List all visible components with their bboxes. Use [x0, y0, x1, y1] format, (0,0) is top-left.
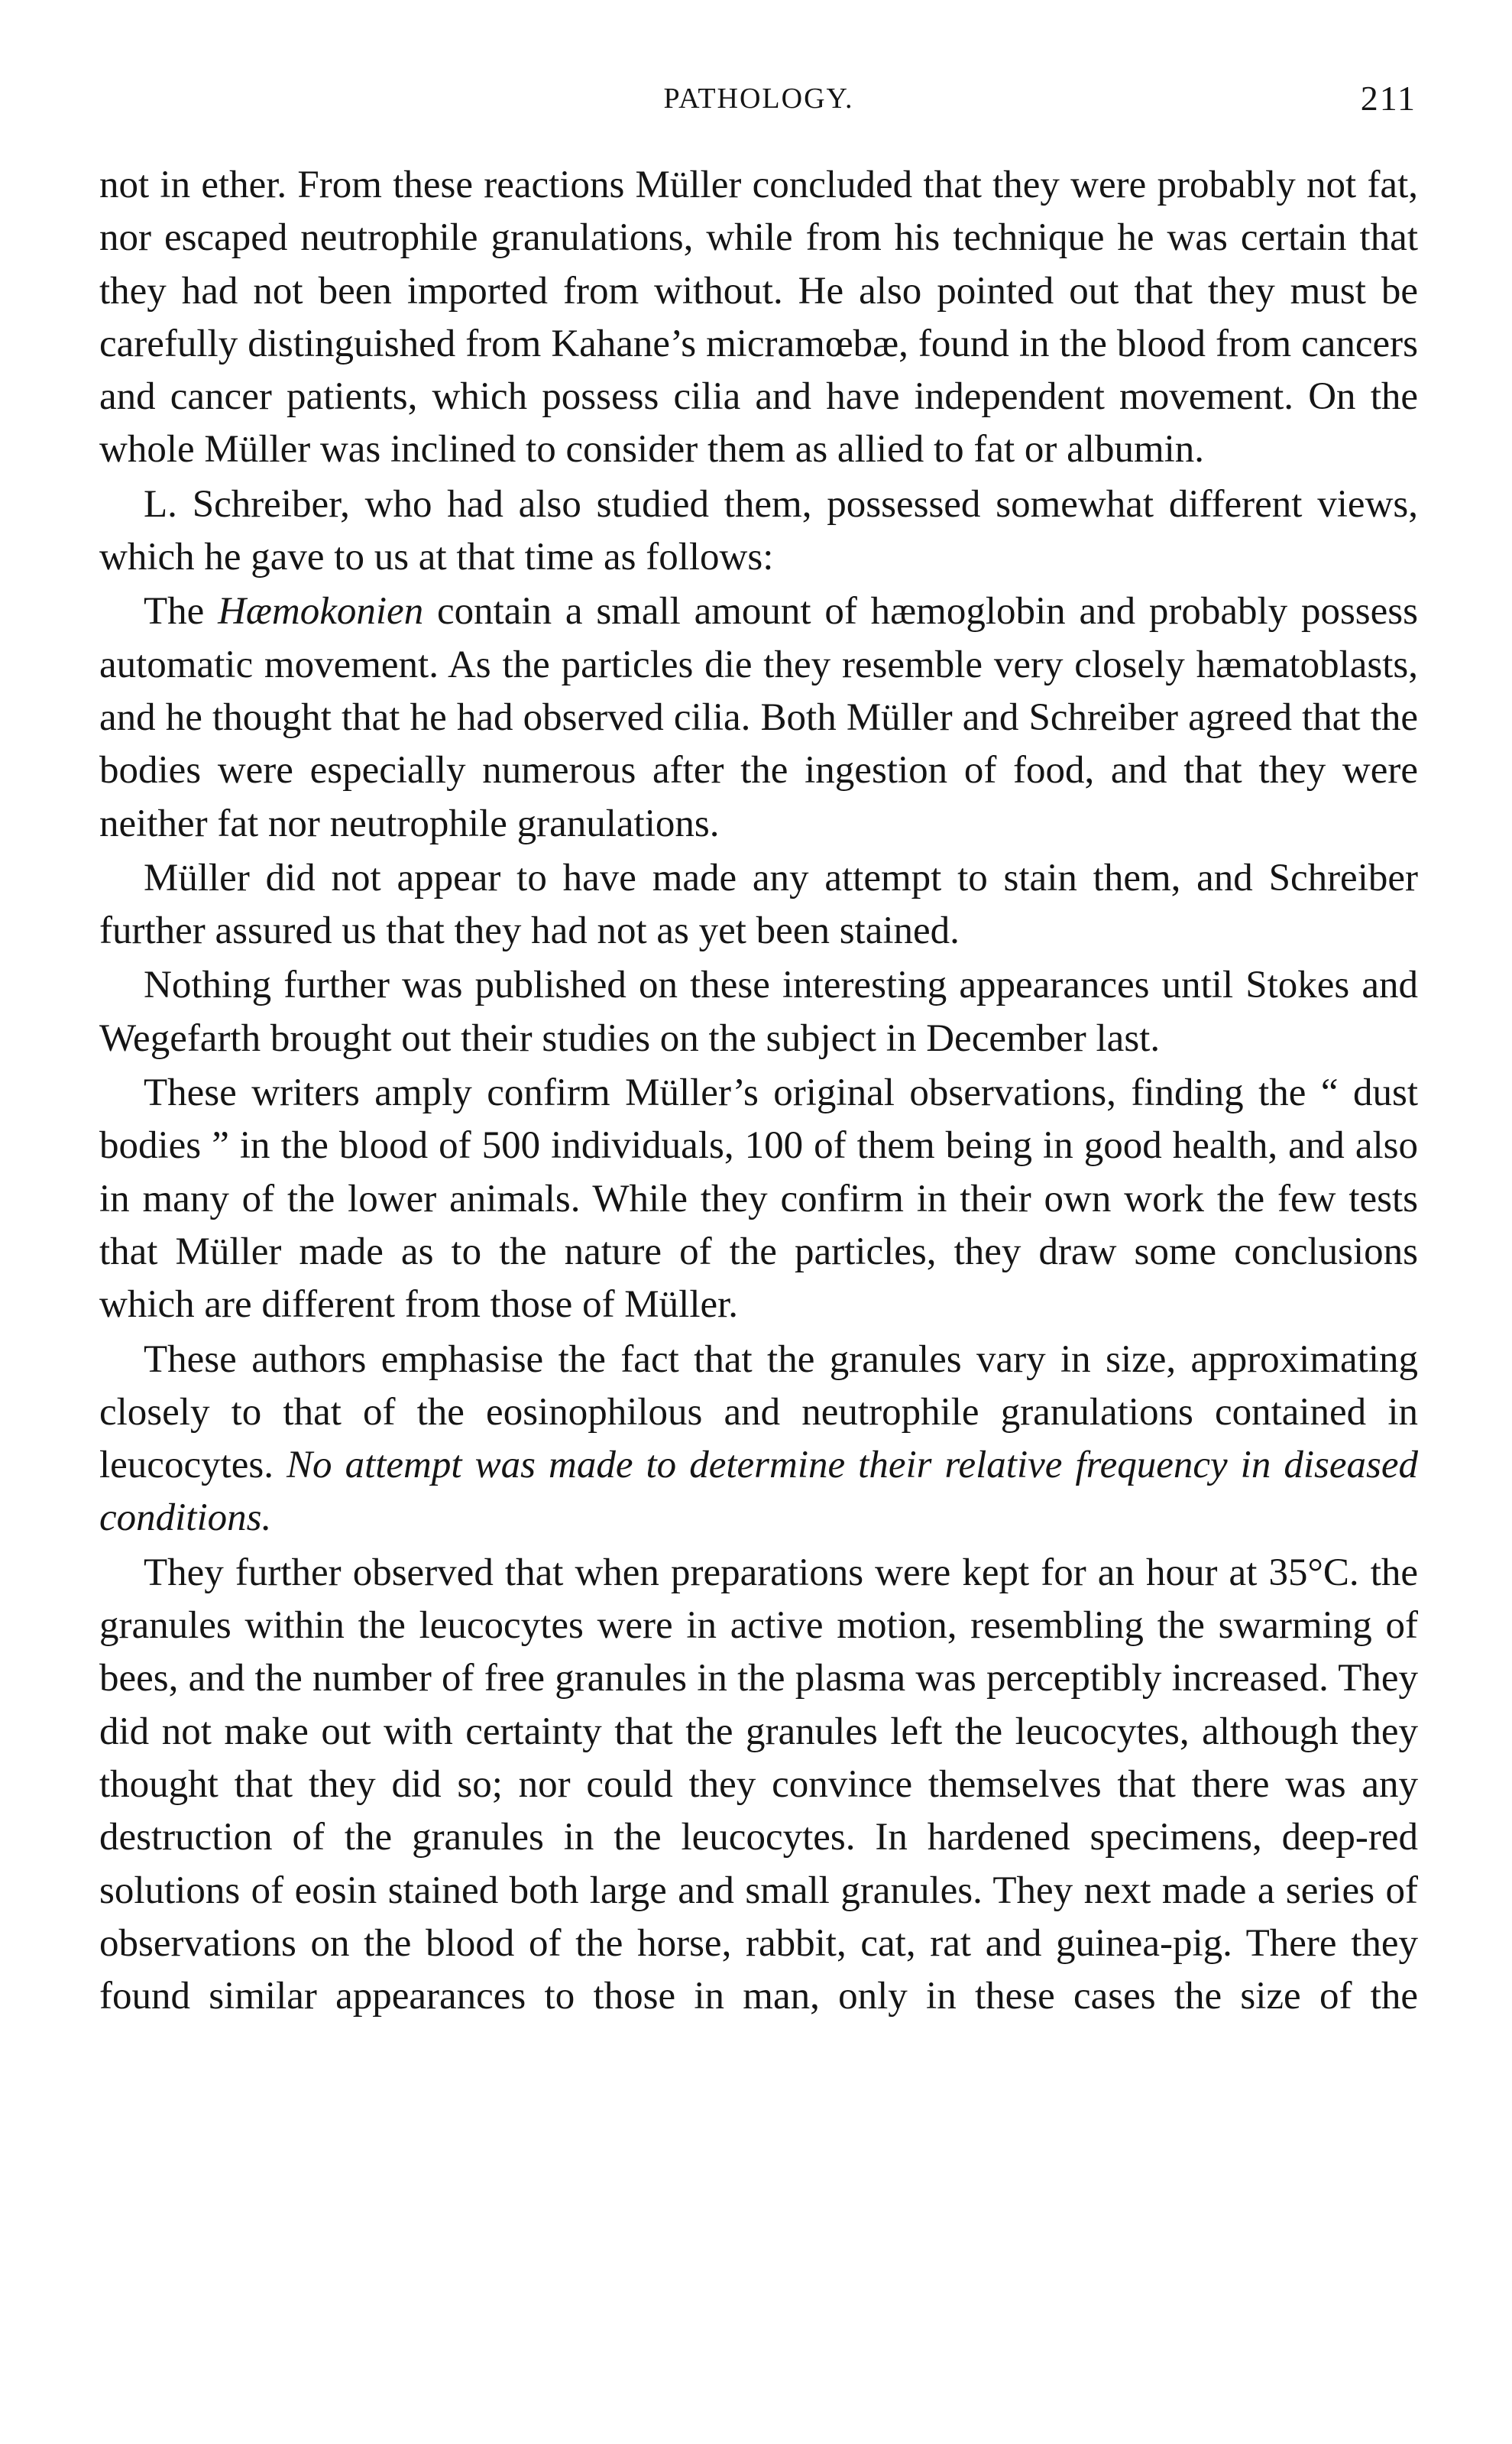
paragraph-1: not in ether. From these reactions Müller concluded that they were probably not fat, nor escaped neutrophile granulations, while from his technique he was certain that they had not been imported from without. He also pointed out that they must be carefully distinguished from Kahane’s micramœbæ, found in the blood from cancers and cancer patients, which possess cilia and have independent movement. On the whole Müller was inclined to consider them as allied to fat or albumin.	[99, 164, 1418, 472]
paragraph-7	[99, 1334, 1418, 1545]
paragraph-7-italic-sentence: No attempt was made to determine their relative frequency in diseased conditions.	[99, 1444, 1419, 1540]
paragraph-3-lead: The	[144, 590, 219, 634]
paragraph-6: These writers amply confirm Müller’s original observations, finding the “ dust bodies ” in the blood of 500 individuals, 100 of them being in good health, and also in many of the lower animals. While they confirm in their own work the few tests that Müller made as to the nature of the particles, they draw some conclusions which are different from those of Müller.	[99, 1071, 1418, 1327]
body-text	[99, 159, 1418, 2023]
page-number: 211	[1360, 79, 1416, 118]
paragraph-3	[99, 585, 1418, 850]
paragraph-8: They further observed that when preparations were kept for an hour at 35°C. the granules within the leucocytes were in active motion, resembling the swarming of bees, and the number of free granules in the plasma was perceptibly increased. They did not make out with certainty that the granules left the leucocytes, although they thought that they did so; nor could they convince themselves that there was any destruction of the granules in the leucocytes. In hardened specimens, deep-red solutions of eosin stained both large and small granules. They next made a series of observations on the blood of the horse, rabbit, cat, rat and guinea-pig. There they found similar appearances to those in man, only in these cases the size of the	[99, 1551, 1418, 2018]
paragraph-4: Müller did not appear to have made any attempt to stain them, and Schreiber further assured us that they had not as yet been stained.	[99, 856, 1418, 953]
running-head	[101, 79, 1416, 133]
paragraph-7-lead: These authors emphasise the fact that the granules vary in size, approximating closely to that of the eosinophilous and neutrophile granulations contained in leucocytes.	[99, 1337, 1418, 1487]
paragraph-3-italic-term: Hæmokonien	[218, 590, 424, 634]
paragraph-2: L. Schreiber, who had also studied them, possessed somewhat different views, which he gave to us at that time as follows:	[99, 482, 1418, 579]
paragraph-3-rest: contain a small amount of hæmoglobin and probably possess automatic movement. As the particles die they resemble very closely hæmatoblasts, and he thought that he had observed cilia. Both Müller and Schreiber agreed that the bodies were especially numerous after the ingestion of food, and that they were neither fat nor neutrophile granulations.	[99, 590, 1418, 845]
running-head-title: PATHOLOGY.	[663, 83, 854, 115]
paragraph-5: Nothing further was published on these interesting appearances until Stokes and Wegefarth brought out their studies on the subject in December last.	[99, 964, 1418, 1060]
